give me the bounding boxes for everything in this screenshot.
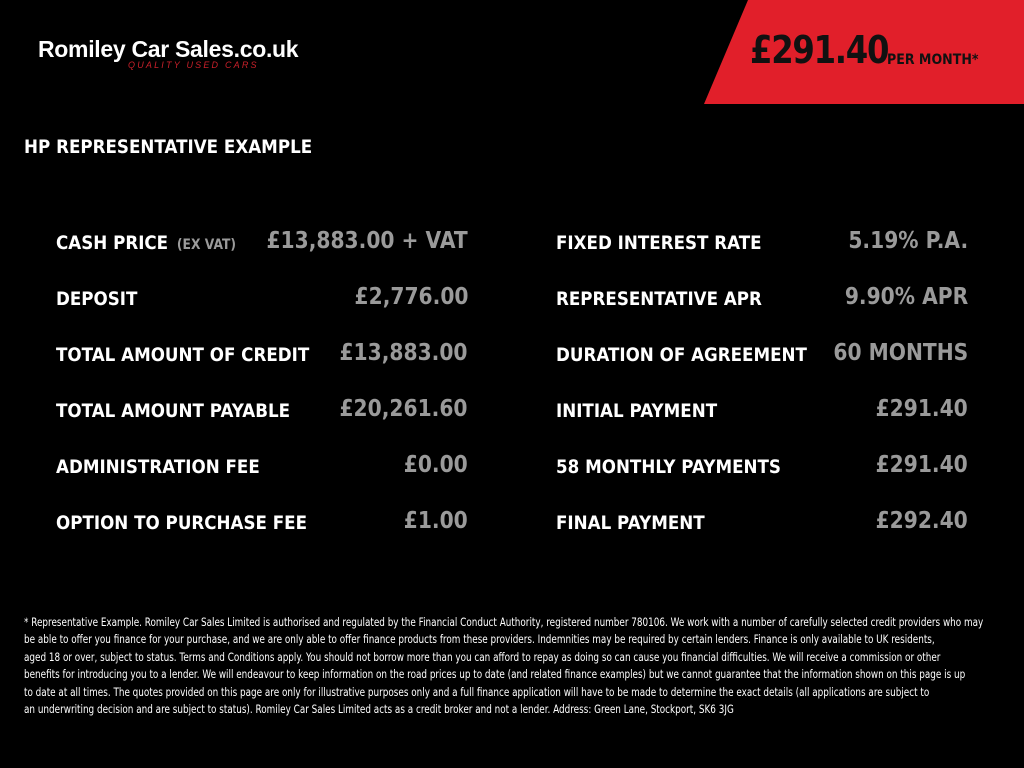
row-label: TOTAL AMOUNT OF CREDIT	[56, 344, 310, 366]
row-label-text: CASH PRICE	[56, 232, 169, 254]
finance-row-duration	[556, 334, 968, 390]
row-value: £292.40	[875, 508, 968, 534]
row-label: 58 MONTHLY PAYMENTS	[556, 456, 781, 478]
section-title: HP REPRESENTATIVE EXAMPLE	[24, 136, 313, 158]
company-logo	[38, 36, 318, 70]
row-label: FIXED INTEREST RATE	[556, 232, 762, 254]
row-label	[56, 232, 236, 254]
row-value: £13,883.00 + VAT	[266, 228, 468, 254]
row-label: TOTAL AMOUNT PAYABLE	[56, 400, 291, 422]
finance-row-total-payable	[56, 390, 468, 446]
row-value: 9.90% APR	[844, 284, 968, 310]
finance-row-monthly-payments	[556, 446, 968, 502]
monthly-price-amount: £291.40	[750, 28, 889, 72]
row-value: £13,883.00	[339, 340, 468, 366]
disclaimer-line: to date at all times. The quotes provided on this page are only for illustrative purposes only and a full finance application will have to be made to determine the exact details (all applications are subject to	[24, 685, 930, 699]
finance-row-apr	[556, 278, 968, 334]
logo-name: Romiley Car Sales.co.uk	[38, 36, 299, 62]
finance-details-left	[56, 222, 468, 558]
row-value: £2,776.00	[354, 284, 468, 310]
finance-row-final-payment	[556, 502, 968, 558]
disclaimer-line: be able to offer you finance for your purchase, and we are only able to offer finance products from these providers. Indemnities may be required by certain lenders. Finance is only available to UK residents,	[24, 633, 935, 647]
finance-details-right	[556, 222, 968, 558]
monthly-price-unit: PER MONTH*	[887, 52, 979, 68]
row-label: INITIAL PAYMENT	[556, 400, 718, 422]
finance-row-option-fee	[56, 502, 468, 558]
row-label: DURATION OF AGREEMENT	[556, 344, 807, 366]
finance-row-initial-payment	[556, 390, 968, 446]
row-value: 5.19% P.A.	[848, 228, 968, 254]
logo-tagline: QUALITY USED CARS	[128, 60, 259, 70]
disclaimer-line: benefits for introducing you to a lender. We will endeavour to keep information on the road prices up to date (and related finance examples) but we cannot guarantee that the information shown on this page is up	[24, 668, 966, 682]
row-value: 60 MONTHS	[833, 340, 968, 366]
disclaimer-line: * Representative Example. Romiley Car Sales Limited is authorised and regulated by the Financial Conduct Authority, registered number 780106. We work with a number of carefully selected credit providers who may	[24, 616, 984, 629]
disclaimer-line: an underwriting decision and are subject to status). Romiley Car Sales Limited acts as a credit broker and not a lender. Address: Green Lane, Stockport, SK6 3JG	[24, 703, 734, 717]
row-value: £0.00	[403, 452, 468, 478]
finance-row-deposit	[56, 278, 468, 334]
row-value: £20,261.60	[339, 396, 468, 422]
row-label-note: (EX VAT)	[176, 237, 237, 253]
row-label: FINAL PAYMENT	[556, 512, 705, 534]
row-label: ADMINISTRATION FEE	[56, 456, 260, 478]
legal-disclaimer	[24, 614, 984, 718]
disclaimer-line: aged 18 or over, subject to status. Terms and Conditions apply. You should not borrow more than you can afford to repay as doing so can cause you financial difficulties. We will receive a commission or other	[24, 650, 941, 664]
row-label: OPTION TO PURCHASE FEE	[56, 512, 308, 534]
row-value: £291.40	[875, 396, 968, 422]
finance-row-admin-fee	[56, 446, 468, 502]
finance-row-interest-rate	[556, 222, 968, 278]
row-value: £291.40	[875, 452, 968, 478]
monthly-price-banner	[704, 0, 1024, 104]
finance-row-total-credit	[56, 334, 468, 390]
row-label: DEPOSIT	[56, 288, 138, 310]
finance-row-cash-price	[56, 222, 468, 278]
row-value: £1.00	[403, 508, 468, 534]
row-label: REPRESENTATIVE APR	[556, 288, 762, 310]
